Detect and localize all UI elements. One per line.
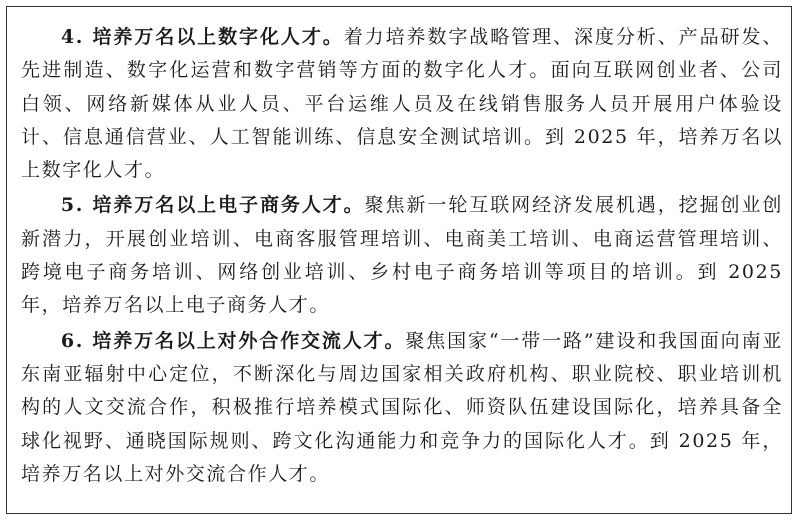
paragraph-text: 聚焦新一轮互联网经济发展机遇，挖掘创业创新潜力，开展创业培训、电商客服管理培训、电商美工培训、电商运营管理培训、跨境电子商务培训、网络创业培训、乡村电子商务培训等项目的培训。到 2025 年，培养万名以上电子商务人才。	[21, 194, 783, 317]
paragraph-exchange-talent	[21, 325, 783, 491]
paragraph-heading: 6. 培养万名以上对外合作交流人才。	[60, 329, 406, 352]
paragraph-text: 着力培养数字战略管理、深度分析、产品研发、先进制造、数字化运营和数字营销等方面的数字化人才。面向互联网创业者、公司白领、网络新媒体从业人员、平台运维人员及在线销售服务人员开展用户体验设计、信息通信营业、人工智能训练、信息安全测试培训。到 2025 年，培养万名以上数字化人才。	[21, 26, 783, 182]
paragraph-heading: 5. 培养万名以上电子商务人才。	[60, 194, 365, 217]
document-body	[21, 21, 783, 493]
paragraph-digital-talent	[21, 21, 783, 187]
paragraph-text: 聚焦国家“一带一路”建设和我国面向南亚东南亚辐射中心定位，不断深化与周边国家相关政府机构、职业院校、职业培训机构的人文交流合作，积极推行培养模式国际化、师资队伍建设国际化，培养具备全球化视野、通晓国际规则、跨文化沟通能力和竞争力的国际化人才。到 2025 年，培养万名以上对外交流合作人才。	[21, 329, 783, 485]
document-frame	[6, 6, 792, 514]
paragraph-ecommerce-talent	[21, 189, 783, 322]
paragraph-heading: 4. 培养万名以上数字化人才。	[60, 26, 344, 48]
